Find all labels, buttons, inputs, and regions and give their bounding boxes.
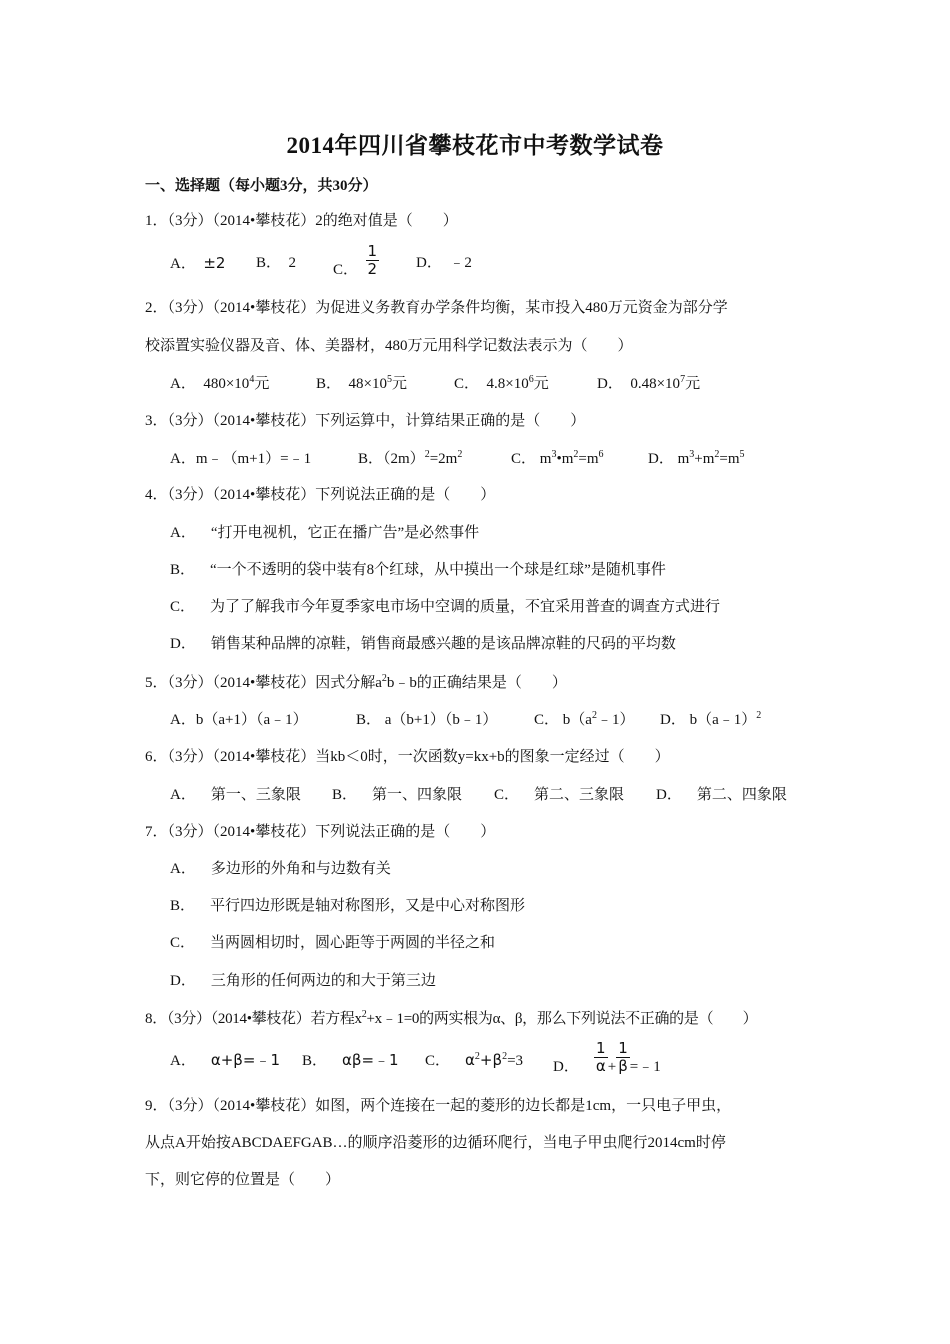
q6-option-c: C． 第二、三象限 bbox=[494, 787, 625, 803]
q3-option-b: B．$(2m)^2=2m^2$ bbox=[358, 449, 463, 467]
question-8-stem: 8．（3分）（2014•攀枝花）若方程$x^2+x﹣1=0$的两实根为α、β，那么下列说法不正确的是（ ） bbox=[145, 1009, 758, 1027]
q5-option-a: A．b（a+1）（a﹣1） bbox=[170, 712, 308, 728]
q2-option-d: D． $0.48\times 10^7$元 bbox=[597, 374, 701, 392]
q4-option-b: B． “一个不透明的袋中装有8个红球，从中摸出一个球是红球”是随机事件 bbox=[170, 562, 666, 578]
question-6-stem: 6．（3分）（2014•攀枝花）当kb＜0时，一次函数y=kx+b的图象一定经过（ ） bbox=[145, 749, 670, 765]
q5-option-b: B． a（b+1）（b﹣1） bbox=[356, 712, 498, 728]
q8-option-d: D． $\frac{1}{\alpha}$ + $\frac{1}{\beta}$ =﹣1 bbox=[553, 1039, 661, 1075]
q7-option-a: A． 多边形的外角和与边数有关 bbox=[170, 861, 391, 877]
q6-option-b: B． 第一、四象限 bbox=[332, 787, 463, 803]
section-heading: 一、选择题（每小题3分，共30分） bbox=[145, 178, 378, 194]
q7-option-b: B． 平行四边形既是轴对称图形，又是中心对称图形 bbox=[170, 898, 526, 914]
q4-option-a: A． “打开电视机，它正在播广告”是必然事件 bbox=[170, 525, 480, 541]
question-7-stem: 7．（3分）（2014•攀枝花）下列说法正确的是（ ） bbox=[145, 824, 496, 840]
q1-option-d: D． ﹣2 bbox=[416, 255, 472, 271]
q7-option-c: C． 当两圆相切时，圆心距等于两圆的半径之和 bbox=[170, 935, 496, 951]
q8-option-a: A． α+β=﹣1 bbox=[170, 1051, 280, 1069]
q5-option-d: D． b（a﹣1）$^2$ bbox=[660, 710, 762, 728]
q3-option-a: A．m﹣（m+1）=﹣1 bbox=[170, 451, 312, 467]
question-9-stem-line2: 从点A开始按ABCDAEFGAB…的顺序沿菱形的边循环爬行，当电子甲虫爬行2014cm时停 bbox=[145, 1135, 726, 1151]
q2-option-a: A． $480\times 10^4$元 bbox=[170, 374, 270, 392]
question-9-stem-line3: 下，则它停的位置是（ ） bbox=[145, 1172, 341, 1188]
q8-option-c: C． $\alpha^2+\beta^2=3$ bbox=[425, 1051, 524, 1069]
q5-option-c: C． $b(a^2﹣1)$ bbox=[534, 710, 635, 728]
q2-option-c: C． $4.8\times 10^6$元 bbox=[454, 374, 549, 392]
question-2-stem-line1: 2．（3分）（2014•攀枝花）为促进义务教育办学条件均衡，某市投入480万元资金为部分学 bbox=[145, 300, 728, 316]
question-4-stem: 4．（3分）（2014•攀枝花）下列说法正确的是（ ） bbox=[145, 487, 496, 503]
q7-option-d: D． 三角形的任何两边的和大于第三边 bbox=[170, 973, 436, 989]
question-2-stem-line2: 校添置实验仪器及音、体、美器材，480万元用科学记数法表示为（ ） bbox=[145, 338, 633, 354]
question-9-stem-line1: 9．（3分）（2014•攀枝花）如图，两个连接在一起的菱形的边长都是1cm，一只电子甲虫， bbox=[145, 1098, 732, 1114]
fraction-one-over-alpha: $\frac{1}{\alpha}$ bbox=[595, 1039, 606, 1075]
fraction-one-half: $\frac{1}{2}$ bbox=[367, 242, 378, 278]
q4-option-c: C． 为了了解我市今年夏季家电市场中空调的质量，不宜采用普查的调查方式进行 bbox=[170, 599, 721, 615]
question-3-stem: 3．（3分）（2014•攀枝花）下列运算中，计算结果正确的是（ ） bbox=[145, 413, 586, 429]
q6-option-d: D． 第二、四象限 bbox=[656, 787, 787, 803]
page-title: 2014年四川省攀枝花市中考数学试卷 bbox=[286, 133, 664, 158]
q1-option-b: B． 2 bbox=[256, 255, 297, 271]
q6-option-a: A． 第一、三象限 bbox=[170, 787, 301, 803]
q4-option-d: D． 销售某种品牌的凉鞋，销售商最感兴趣的是该品牌凉鞋的尺码的平均数 bbox=[170, 636, 676, 652]
q3-option-c: C． $m^3•m^2=m^6$ bbox=[511, 449, 604, 467]
q1-option-a: A． ±2 bbox=[170, 254, 226, 272]
q8-option-b: B． αβ=﹣1 bbox=[302, 1051, 399, 1069]
q3-option-d: D． $m^3+m^2=m^5$ bbox=[648, 449, 745, 467]
q1-option-c: C． $\frac{1}{2}$ bbox=[333, 242, 378, 278]
fraction-one-over-beta: $\frac{1}{\beta}$ bbox=[618, 1039, 628, 1075]
question-5-stem: 5．（3分）（2014•攀枝花）因式分解$a^2b﹣b$的正确结果是（ ） bbox=[145, 673, 567, 691]
q2-option-b: B． $48\times 10^5$元 bbox=[316, 374, 407, 392]
question-1-stem: 1．（3分）（2014•攀枝花）2的绝对值是（ ） bbox=[145, 213, 458, 229]
